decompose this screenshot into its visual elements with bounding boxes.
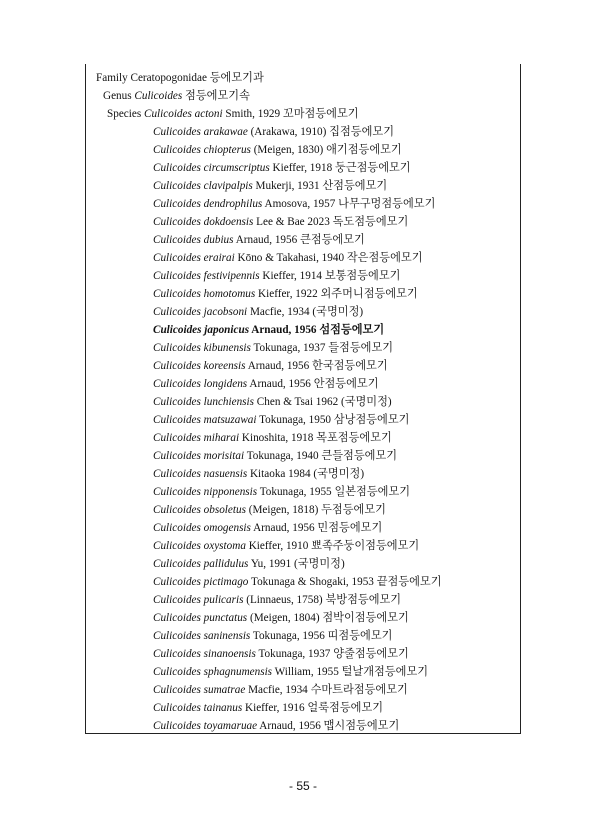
species-item-korean: 점박이점등에모기 [322, 612, 409, 624]
species-item [153, 269, 400, 283]
genus-line [103, 89, 250, 103]
species-item-korean: (국명미정) [313, 468, 365, 480]
species-item-authority: Macfie, 1934 [248, 684, 308, 696]
species-item-epithet: dendrophilus [203, 198, 263, 210]
species-item-authority: Tokunaga & Shogaki, 1953 [251, 576, 374, 588]
species-item-authority: Mukerji, 1931 [255, 180, 320, 192]
species-item [153, 557, 345, 571]
species-item [153, 719, 399, 733]
species-item-korean: 둥근점등에모기 [334, 162, 411, 174]
species-item [153, 503, 386, 517]
family-prefix: Family [96, 72, 128, 84]
species-item-genus: Culicoides [153, 144, 201, 156]
species-item-authority: (Meigen, 1804) [249, 612, 320, 624]
species-item-epithet: japonicus [204, 324, 250, 336]
species-item-korean: 얼룩점등에모기 [307, 702, 384, 714]
species-item [153, 341, 393, 355]
page-number: - 55 - [288, 779, 317, 793]
species-item-authority: Arnaud, 1956 [235, 234, 298, 246]
species-item-authority: Chen & Tsai 1962 [256, 396, 339, 408]
species-item-korean: 한국점등에모기 [312, 360, 388, 372]
species-item-korean: 산점등에모기 [322, 180, 388, 192]
species-item-genus: Culicoides [153, 162, 201, 174]
species-item-genus: Culicoides [153, 666, 201, 678]
species-item [153, 377, 379, 391]
species-item-korean: 뾰족주둥이점등에모기 [311, 540, 420, 552]
species-item [153, 179, 387, 193]
species-item-epithet: oxystoma [203, 540, 246, 552]
species-item-korean: 북방점등에모기 [325, 594, 402, 606]
species-item [153, 539, 419, 553]
genus-korean: 점등에모기속 [185, 90, 250, 102]
species-item-genus: Culicoides [153, 630, 201, 642]
species-item-authority: Yu, 1991 [250, 558, 292, 570]
species-item-epithet: dubius [203, 234, 234, 246]
species-item-korean: (국명미정) [312, 306, 364, 318]
species-item [153, 647, 409, 661]
species-item-epithet: pallidulus [203, 558, 249, 570]
species-item [153, 143, 402, 157]
species-item-authority: Tokunaga, 1950 [259, 414, 332, 426]
species-genus: Culicoides [143, 108, 192, 120]
species-item [153, 701, 383, 715]
species-item [153, 449, 397, 463]
species-item-epithet: matsuzawai [203, 414, 257, 426]
species-item-authority: William, 1955 [274, 666, 339, 678]
species-item-authority: Kieffer, 1916 [245, 702, 305, 714]
species-item-genus: Culicoides [153, 216, 201, 228]
species-item-genus: Culicoides [153, 558, 201, 570]
species-item-authority: Tokunaga, 1937 [253, 342, 326, 354]
species-item-korean: 민점등에모기 [317, 522, 383, 534]
species-item-authority: Tokunaga, 1940 [246, 450, 319, 462]
species-item-korean: 일본점등에모기 [334, 486, 411, 498]
species-item-epithet: toyamaruae [203, 720, 258, 732]
species-item-korean: 애기점등에모기 [326, 144, 402, 156]
species-item-genus: Culicoides [153, 594, 201, 606]
species-item-authority: Arnaud, 1956 [251, 324, 317, 336]
species-item-korean: 외주머니점등에모기 [320, 288, 418, 300]
species-item-korean: 큰들점등에모기 [321, 450, 398, 462]
species-item-epithet: circumscriptus [203, 162, 270, 174]
species-item-korean: 집점등에모기 [329, 126, 395, 138]
genus-prefix: Genus [103, 90, 132, 102]
species-item [153, 233, 365, 247]
species-korean: 꼬마점등에모기 [282, 108, 359, 120]
species-item [153, 611, 409, 625]
species-item-authority: Kieffer, 1918 [272, 162, 333, 174]
species-item [153, 287, 418, 301]
species-item-genus: Culicoides [153, 576, 201, 588]
species-item-authority: Kieffer, 1914 [262, 270, 323, 282]
species-item-korean: 맵시점등에모기 [323, 720, 400, 732]
species-item-authority: Kōno & Takahasi, 1940 [237, 252, 345, 264]
species-item-genus: Culicoides [153, 306, 201, 318]
species-item-epithet: saninensis [203, 630, 251, 642]
species-item-epithet: pulicaris [203, 594, 244, 606]
species-item [153, 251, 423, 265]
species-item-genus: Culicoides [153, 486, 201, 498]
species-item-epithet: nasuensis [203, 468, 248, 480]
species-item-korean: 삼낭점등에모기 [333, 414, 410, 426]
species-item [153, 629, 392, 643]
species-item-epithet: dokdoensis [203, 216, 254, 228]
species-item-korean: 띠점등에모기 [327, 630, 393, 642]
species-item [153, 323, 384, 337]
species-item-epithet: obsoletus [203, 504, 246, 516]
species-item-epithet: festivipennis [203, 270, 260, 282]
species-item-authority: Tokunaga, 1937 [258, 648, 331, 660]
species-item-authority: Arnaud, 1956 [259, 720, 321, 732]
species-item-korean: 큰점등에모기 [300, 234, 365, 246]
species-item-genus: Culicoides [153, 414, 201, 426]
species-item-epithet: erairai [203, 252, 235, 264]
species-item-epithet: sphagnumensis [203, 666, 273, 678]
species-item-genus: Culicoides [153, 324, 202, 336]
species-item [153, 161, 411, 175]
species-item-epithet: jacobsoni [203, 306, 248, 318]
species-item-genus: Culicoides [153, 342, 201, 354]
species-item-korean: 수마트라점등에모기 [310, 684, 408, 696]
species-item-epithet: tainanus [203, 702, 243, 714]
species-item-genus: Culicoides [153, 432, 201, 444]
species-item [153, 197, 435, 211]
species-item-authority: (Linnaeus, 1758) [246, 594, 323, 606]
species-item-korean: 섬점등에모기 [319, 324, 385, 336]
species-item-genus: Culicoides [153, 360, 201, 372]
species-item-korean: 끝점등에모기 [376, 576, 442, 588]
species-item-epithet: morisitai [203, 450, 245, 462]
species-item [153, 413, 409, 427]
species-item-genus: Culicoides [153, 396, 201, 408]
family-name: Ceratopogonidae [130, 72, 207, 84]
species-item-genus: Culicoides [153, 252, 201, 264]
species-item-authority: Tokunaga, 1955 [259, 486, 332, 498]
species-item-genus: Culicoides [153, 684, 201, 696]
species-item-korean: 안점등에모기 [313, 378, 379, 390]
species-item-epithet: kibunensis [203, 342, 251, 354]
species-item-authority: (Meigen, 1830) [253, 144, 324, 156]
species-heading [107, 107, 359, 121]
species-item-epithet: longidens [203, 378, 248, 390]
species-item-authority: (Meigen, 1818) [248, 504, 319, 516]
species-item-authority: Kitaoka 1984 [249, 468, 311, 480]
species-item-epithet: chiopterus [203, 144, 251, 156]
species-item-authority: Macfie, 1934 [249, 306, 310, 318]
species-item-authority: (Arakawa, 1910) [250, 126, 327, 138]
species-item-authority: Lee & Bae 2023 [256, 216, 330, 228]
species-item-korean: 나무구멍점등에모기 [338, 198, 436, 210]
species-item-authority: Kieffer, 1910 [248, 540, 309, 552]
species-item-genus: Culicoides [153, 198, 201, 210]
species-item [153, 305, 363, 319]
species-item-genus: Culicoides [153, 450, 201, 462]
species-item-korean: 목포점등에모기 [316, 432, 392, 444]
species-item [153, 395, 392, 409]
species-item-genus: Culicoides [153, 126, 201, 138]
species-item-epithet: clavipalpis [203, 180, 253, 192]
species-item-epithet: miharai [203, 432, 240, 444]
species-item-genus: Culicoides [153, 612, 201, 624]
family-korean: 등에모기과 [209, 72, 264, 84]
species-item-epithet: nipponensis [203, 486, 258, 498]
species-item-authority: Kieffer, 1922 [258, 288, 318, 300]
species-item-genus: Culicoides [153, 234, 201, 246]
species-item-korean: 들점등에모기 [328, 342, 394, 354]
species-item-authority: Kinoshita, 1918 [241, 432, 314, 444]
species-item-genus: Culicoides [153, 288, 201, 300]
species-item-authority: Arnaud, 1956 [253, 522, 315, 534]
species-item-authority: Amosova, 1957 [264, 198, 336, 210]
species-item-authority: Arnaud, 1956 [249, 378, 311, 390]
species-item [153, 521, 382, 535]
species-item-genus: Culicoides [153, 522, 201, 534]
species-item-epithet: punctatus [203, 612, 248, 624]
species-item-epithet: sumatrae [203, 684, 246, 696]
species-item [153, 431, 392, 445]
species-item-korean: 두점등에모기 [321, 504, 386, 516]
species-item-genus: Culicoides [153, 270, 201, 282]
species-item-epithet: pictimago [203, 576, 249, 588]
species-item-korean: 작은점등에모기 [346, 252, 423, 264]
species-item-authority: Tokunaga, 1956 [252, 630, 325, 642]
species-prefix: Species [107, 108, 142, 120]
species-item-korean: 양줄점등에모기 [333, 648, 409, 660]
species-item-genus: Culicoides [153, 720, 201, 732]
species-item-epithet: sinanoensis [203, 648, 256, 660]
species-item [153, 683, 408, 697]
species-item [153, 467, 364, 481]
family-line [96, 71, 264, 85]
species-item-korean: (국명미정) [340, 396, 392, 408]
species-item-korean: 보통점등에모기 [324, 270, 401, 282]
species-item [153, 125, 394, 139]
species-item [153, 359, 388, 373]
species-item [153, 593, 401, 607]
species-item [153, 665, 428, 679]
species-item-epithet: lunchiensis [203, 396, 254, 408]
species-item-genus: Culicoides [153, 468, 201, 480]
species-item [153, 575, 442, 589]
species-item-epithet: homotomus [203, 288, 256, 300]
species-item-epithet: arakawae [203, 126, 248, 138]
species-item-korean: 독도점등에모기 [332, 216, 409, 228]
species-item-genus: Culicoides [153, 702, 201, 714]
species-item-genus: Culicoides [153, 648, 201, 660]
species-item-genus: Culicoides [153, 504, 201, 516]
species-item [153, 485, 410, 499]
species-item-epithet: omogensis [203, 522, 251, 534]
species-item-genus: Culicoides [153, 180, 201, 192]
species-item-genus: Culicoides [153, 540, 201, 552]
species-item [153, 215, 408, 229]
species-authority: Smith, 1929 [225, 108, 281, 120]
species-epithet: actoni [194, 108, 223, 120]
species-item-epithet: koreensis [203, 360, 246, 372]
species-item-korean: 털날개점등에모기 [341, 666, 429, 678]
genus-name: Culicoides [134, 90, 183, 102]
species-item-authority: Arnaud, 1956 [247, 360, 310, 372]
species-item-korean: (국명미정) [294, 558, 345, 570]
species-item-genus: Culicoides [153, 378, 201, 390]
